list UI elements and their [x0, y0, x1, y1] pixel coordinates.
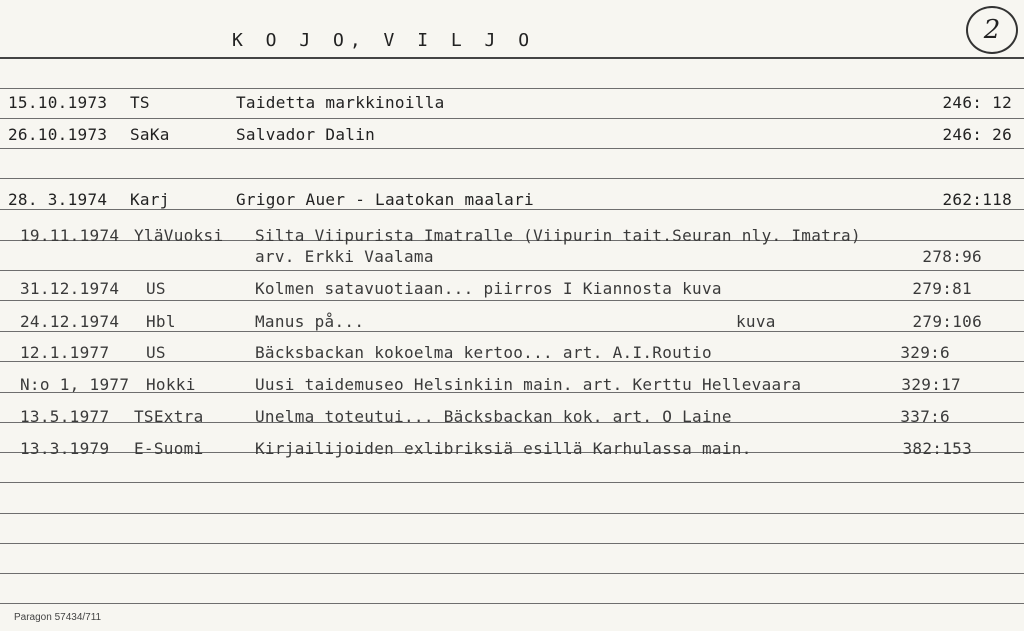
entry-date: 13.3.1979 — [20, 439, 110, 458]
entry-ref: 329:6 — [900, 343, 950, 362]
entry-ref: 246: 26 — [942, 125, 1012, 144]
entry-title: Grigor Auer - Laatokan maalari — [236, 190, 534, 209]
entry-date: 31.12.1974 — [20, 279, 120, 298]
rule-line — [0, 543, 1024, 544]
entry-title: Taidetta markkinoilla — [236, 93, 445, 112]
entry-source: TS — [130, 93, 150, 112]
entry-title: Uusi taidemuseo Helsinkiin main. art. Kerttu Hellevaara — [255, 375, 802, 394]
entry-date: 19.11.1974 — [20, 226, 120, 245]
rule-line — [0, 603, 1024, 604]
card-title: K O J O, V I L J O — [232, 30, 536, 51]
entry-date: 15.10.1973 — [8, 93, 108, 112]
entry-date: 24.12.1974 — [20, 312, 120, 331]
entry-source: Hbl — [146, 312, 176, 331]
rule-line — [0, 178, 1024, 179]
rule-line — [0, 331, 1024, 332]
entry-source: Karj — [130, 190, 170, 209]
entry-ref: 246: 12 — [942, 93, 1012, 112]
entry-ref: 262:118 — [942, 190, 1012, 209]
entry-title: Manus på... — [255, 312, 365, 331]
entry-source: TSExtra — [134, 407, 204, 426]
entry-ref: 329:17 — [901, 375, 961, 394]
rule-line — [0, 513, 1024, 514]
entry-date: 12.1.1977 — [20, 343, 110, 362]
card-number: 2 — [983, 15, 1001, 45]
entry-note: kuva — [736, 312, 776, 331]
entry-date: 28. 3.1974 — [8, 190, 108, 209]
entry-title: Kirjailijoiden exlibriksiä esillä Karhulassa main. — [255, 439, 752, 458]
rule-line — [0, 118, 1024, 119]
entry-source: US — [146, 279, 166, 298]
entry-date: N:o 1, 1977 — [20, 375, 130, 394]
entry-ref: 278:96 — [922, 247, 982, 266]
card-footer: Paragon 57434/711 — [14, 612, 102, 623]
entry-title-continuation: arv. Erkki Vaalama — [255, 247, 434, 266]
card-number-circle — [966, 6, 1018, 54]
entry-date: 13.5.1977 — [20, 407, 110, 426]
header-rule — [0, 57, 1024, 59]
entry-title: Salvador Dalin — [236, 125, 376, 144]
entry-source: E-Suomi — [134, 439, 204, 458]
entry-ref: 279:81 — [912, 279, 972, 298]
entry-title: Unelma toteutui... Bäcksbackan kok. art. O Laine — [255, 407, 732, 426]
entry-date: 26.10.1973 — [8, 125, 108, 144]
rule-line — [0, 573, 1024, 574]
rule-line — [0, 482, 1024, 483]
entry-source: Hokki — [146, 375, 196, 394]
entry-ref: 279:106 — [912, 312, 982, 331]
entry-title: Silta Viipurista Imatralle (Viipurin tait.Seuran nly. Imatra) — [255, 226, 861, 245]
rule-line — [0, 209, 1024, 210]
rule-line — [0, 270, 1024, 271]
rule-line — [0, 148, 1024, 149]
entry-source: YläVuoksi — [134, 226, 224, 245]
entry-ref: 382:153 — [902, 439, 972, 458]
entry-source: SaKa — [130, 125, 170, 144]
rule-line — [0, 300, 1024, 301]
entry-source: US — [146, 343, 166, 362]
entry-title: Kolmen satavuotiaan... piirros I Kiannosta kuva — [255, 279, 722, 298]
entry-ref: 337:6 — [900, 407, 950, 426]
rule-line — [0, 88, 1024, 89]
entry-title: Bäcksbackan kokoelma kertoo... art. A.I.Routio — [255, 343, 712, 362]
